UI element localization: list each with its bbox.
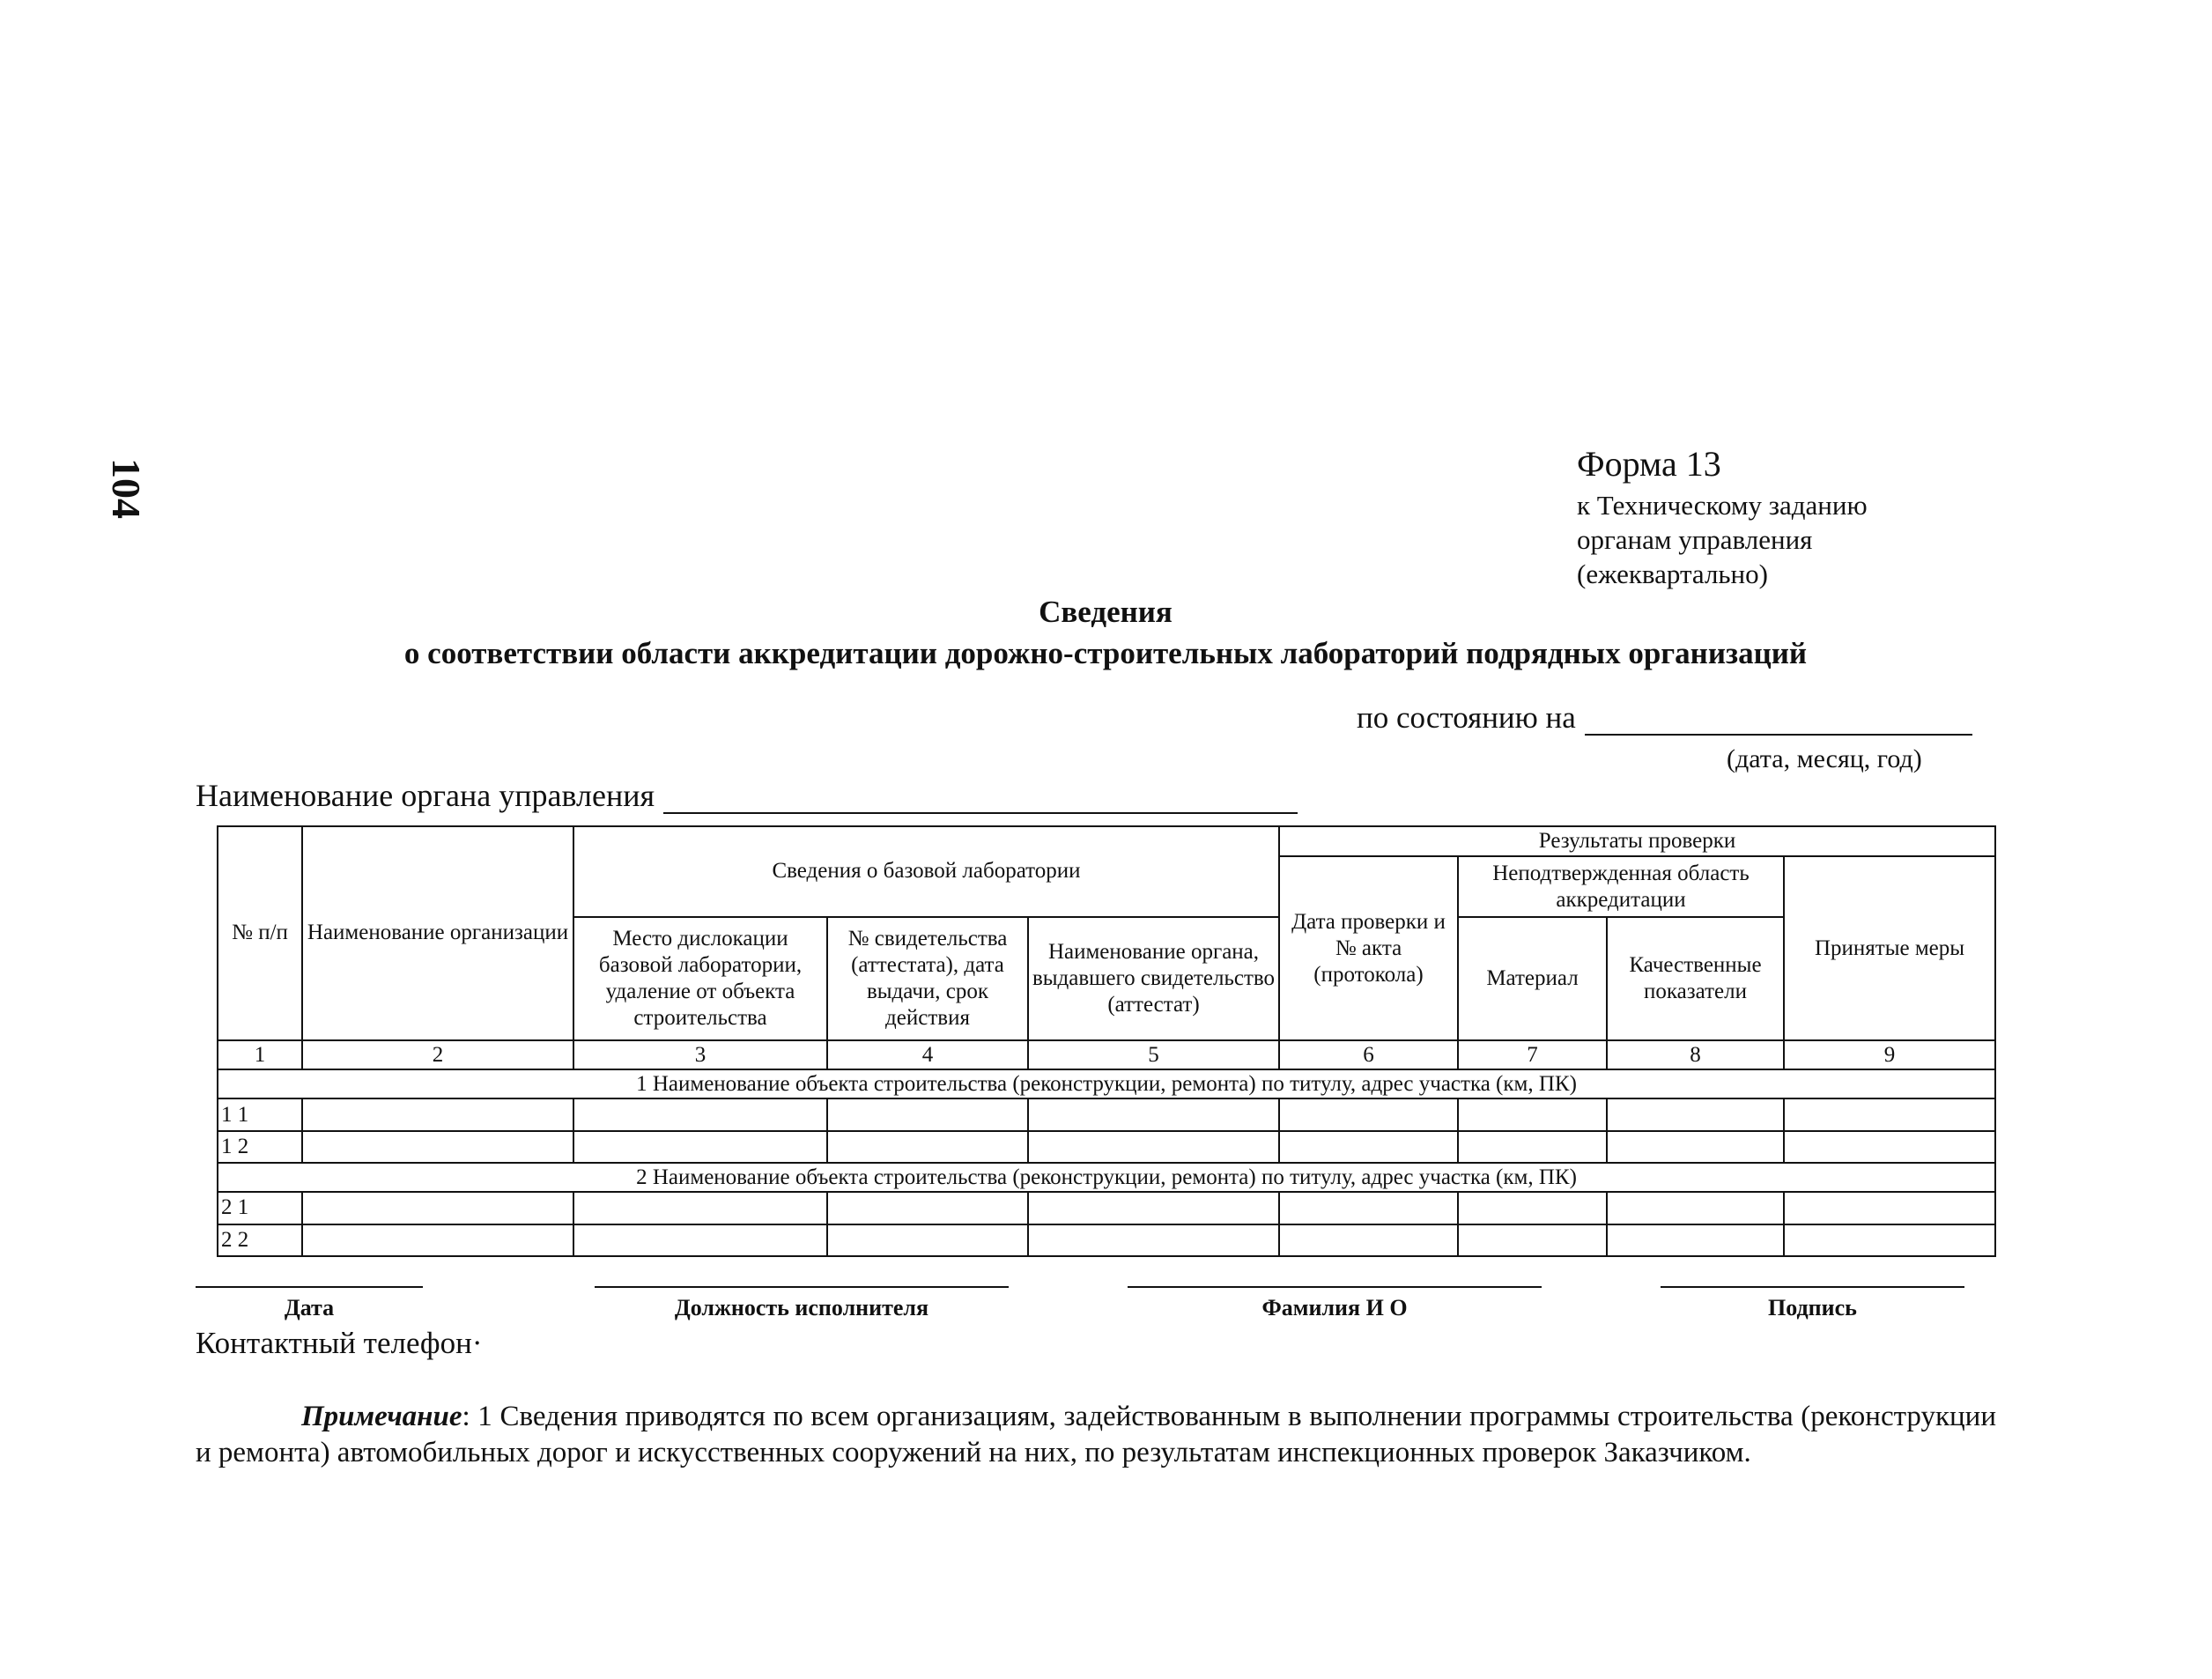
table-cell[interactable] xyxy=(302,1192,573,1224)
table-row xyxy=(218,1098,1995,1130)
table-cell[interactable] xyxy=(302,1131,573,1163)
form-note-line: (ежеквартально) xyxy=(1577,558,1768,589)
note-text: : 1 Сведения приводятся по всем организациям, задействованным в выполнении программы строительства (реконструкции и ремонта) автомобильных дорог и искусственных сооружений на них, по результатам инспекционных проверок Заказчиком. xyxy=(196,1401,1996,1468)
section-title: 2 Наименование объекта строительства (реконструкции, ремонта) по титулу, адрес участка (км, ПК) xyxy=(218,1163,1995,1192)
document-subtitle: о соответствии области аккредитации дорожно-строительных лабораторий подрядных организаций xyxy=(403,636,1808,670)
row-number: 2 1 xyxy=(218,1192,302,1224)
table-cell[interactable] xyxy=(1279,1224,1458,1256)
table-cell[interactable] xyxy=(1784,1192,1995,1224)
column-number-row xyxy=(218,1040,1995,1069)
table-cell[interactable] xyxy=(1458,1131,1607,1163)
signature-line-position[interactable] xyxy=(595,1286,1009,1288)
table-cell[interactable] xyxy=(827,1131,1028,1163)
table-cell[interactable] xyxy=(1279,1098,1458,1130)
table-cell[interactable] xyxy=(827,1192,1028,1224)
contact-phone-label: Контактный телефон· xyxy=(196,1326,483,1360)
signature-label: Дата xyxy=(284,1295,335,1320)
header-location: Место дислокации базовой лаборатории, удаление от объекта строительства xyxy=(573,917,827,1040)
signature-line-name[interactable] xyxy=(1128,1286,1542,1288)
column-number: 8 xyxy=(1607,1040,1784,1069)
header-base-lab: Сведения о базовой лаборатории xyxy=(573,826,1279,917)
section-row xyxy=(218,1163,1995,1192)
table-cell[interactable] xyxy=(573,1224,827,1256)
table-cell[interactable] xyxy=(302,1098,573,1130)
header-num: № п/п xyxy=(218,826,302,1040)
table-cell[interactable] xyxy=(1607,1224,1784,1256)
signature-line-sign[interactable] xyxy=(1661,1286,1964,1288)
as-of-label: по состоянию на xyxy=(1357,700,1576,735)
column-number: 6 xyxy=(1279,1040,1458,1069)
row-number: 2 2 xyxy=(218,1224,302,1256)
table-cell[interactable] xyxy=(1458,1224,1607,1256)
table-row xyxy=(218,1131,1995,1163)
header-issuer: Наименование органа, выдавшего свидетельство (аттестат) xyxy=(1028,917,1279,1040)
header-results: Результаты проверки xyxy=(1279,826,1995,856)
table-cell[interactable] xyxy=(1607,1131,1784,1163)
column-number: 2 xyxy=(302,1040,573,1069)
table-row xyxy=(218,1224,1995,1256)
column-number: 5 xyxy=(1028,1040,1279,1069)
row-number: 1 2 xyxy=(218,1131,302,1163)
column-number: 9 xyxy=(1784,1040,1995,1069)
signature-label: Фамилия И О xyxy=(1261,1295,1408,1320)
table-row xyxy=(218,1192,1995,1224)
column-number: 4 xyxy=(827,1040,1028,1069)
table-cell[interactable] xyxy=(1784,1224,1995,1256)
table-cell[interactable] xyxy=(1607,1192,1784,1224)
as-of-field xyxy=(1357,699,1972,736)
table-cell[interactable] xyxy=(1028,1098,1279,1130)
signature-line-date[interactable] xyxy=(196,1286,423,1288)
table-cell[interactable] xyxy=(573,1192,827,1224)
table-cell[interactable] xyxy=(1458,1192,1607,1224)
table-cell[interactable] xyxy=(302,1224,573,1256)
table-cell[interactable] xyxy=(1458,1098,1607,1130)
table-cell[interactable] xyxy=(1784,1098,1995,1130)
signature-label: Подпись xyxy=(1768,1295,1857,1320)
row-number: 1 1 xyxy=(218,1098,302,1130)
section-row xyxy=(218,1069,1995,1098)
document-title: Сведения xyxy=(1039,595,1173,629)
section-title: 1 Наименование объекта строительства (реконструкции, ремонта) по титулу, адрес участка (км, ПК) xyxy=(218,1069,1995,1098)
column-number: 1 xyxy=(218,1040,302,1069)
table-cell[interactable] xyxy=(1279,1131,1458,1163)
page-number: 104 xyxy=(104,458,149,519)
form-label: Форма 13 xyxy=(1577,444,1721,484)
table-cell[interactable] xyxy=(827,1224,1028,1256)
header-check-date: Дата проверки и № акта (протокола) xyxy=(1279,856,1458,1040)
as-of-date-input[interactable] xyxy=(1585,699,1972,736)
table-cell[interactable] xyxy=(1784,1131,1995,1163)
lab-accreditation-table xyxy=(217,825,1996,1257)
table-cell[interactable] xyxy=(1028,1224,1279,1256)
table-cell[interactable] xyxy=(1279,1192,1458,1224)
note-label: Примечание xyxy=(301,1401,462,1432)
table-cell[interactable] xyxy=(827,1098,1028,1130)
table-cell[interactable] xyxy=(573,1131,827,1163)
header-certificate: № свидетельства (аттестата), дата выдачи, срок действия xyxy=(827,917,1028,1040)
header-org-name: Наименование организации xyxy=(302,826,573,1040)
form-note-line: органам управления xyxy=(1577,524,1813,555)
header-quality: Качественные показатели xyxy=(1607,917,1784,1040)
column-number: 3 xyxy=(573,1040,827,1069)
org-field xyxy=(196,775,1298,814)
form-note-line: к Техническому заданию xyxy=(1577,490,1868,521)
signature-label: Должность исполнителя xyxy=(674,1295,929,1320)
header-material: Материал xyxy=(1458,917,1607,1040)
header-unconfirmed: Неподтвержденная область аккредитации xyxy=(1458,856,1784,917)
header-measures: Принятые меры xyxy=(1784,856,1995,1040)
table-cell[interactable] xyxy=(1028,1131,1279,1163)
date-hint: (дата, месяц, год) xyxy=(1727,744,1922,773)
column-number: 7 xyxy=(1458,1040,1607,1069)
org-label: Наименование органа управления xyxy=(196,778,655,813)
note-paragraph xyxy=(196,1399,1996,1471)
table-cell[interactable] xyxy=(573,1098,827,1130)
org-name-input[interactable] xyxy=(663,775,1298,814)
table-cell[interactable] xyxy=(1028,1192,1279,1224)
table-cell[interactable] xyxy=(1607,1098,1784,1130)
